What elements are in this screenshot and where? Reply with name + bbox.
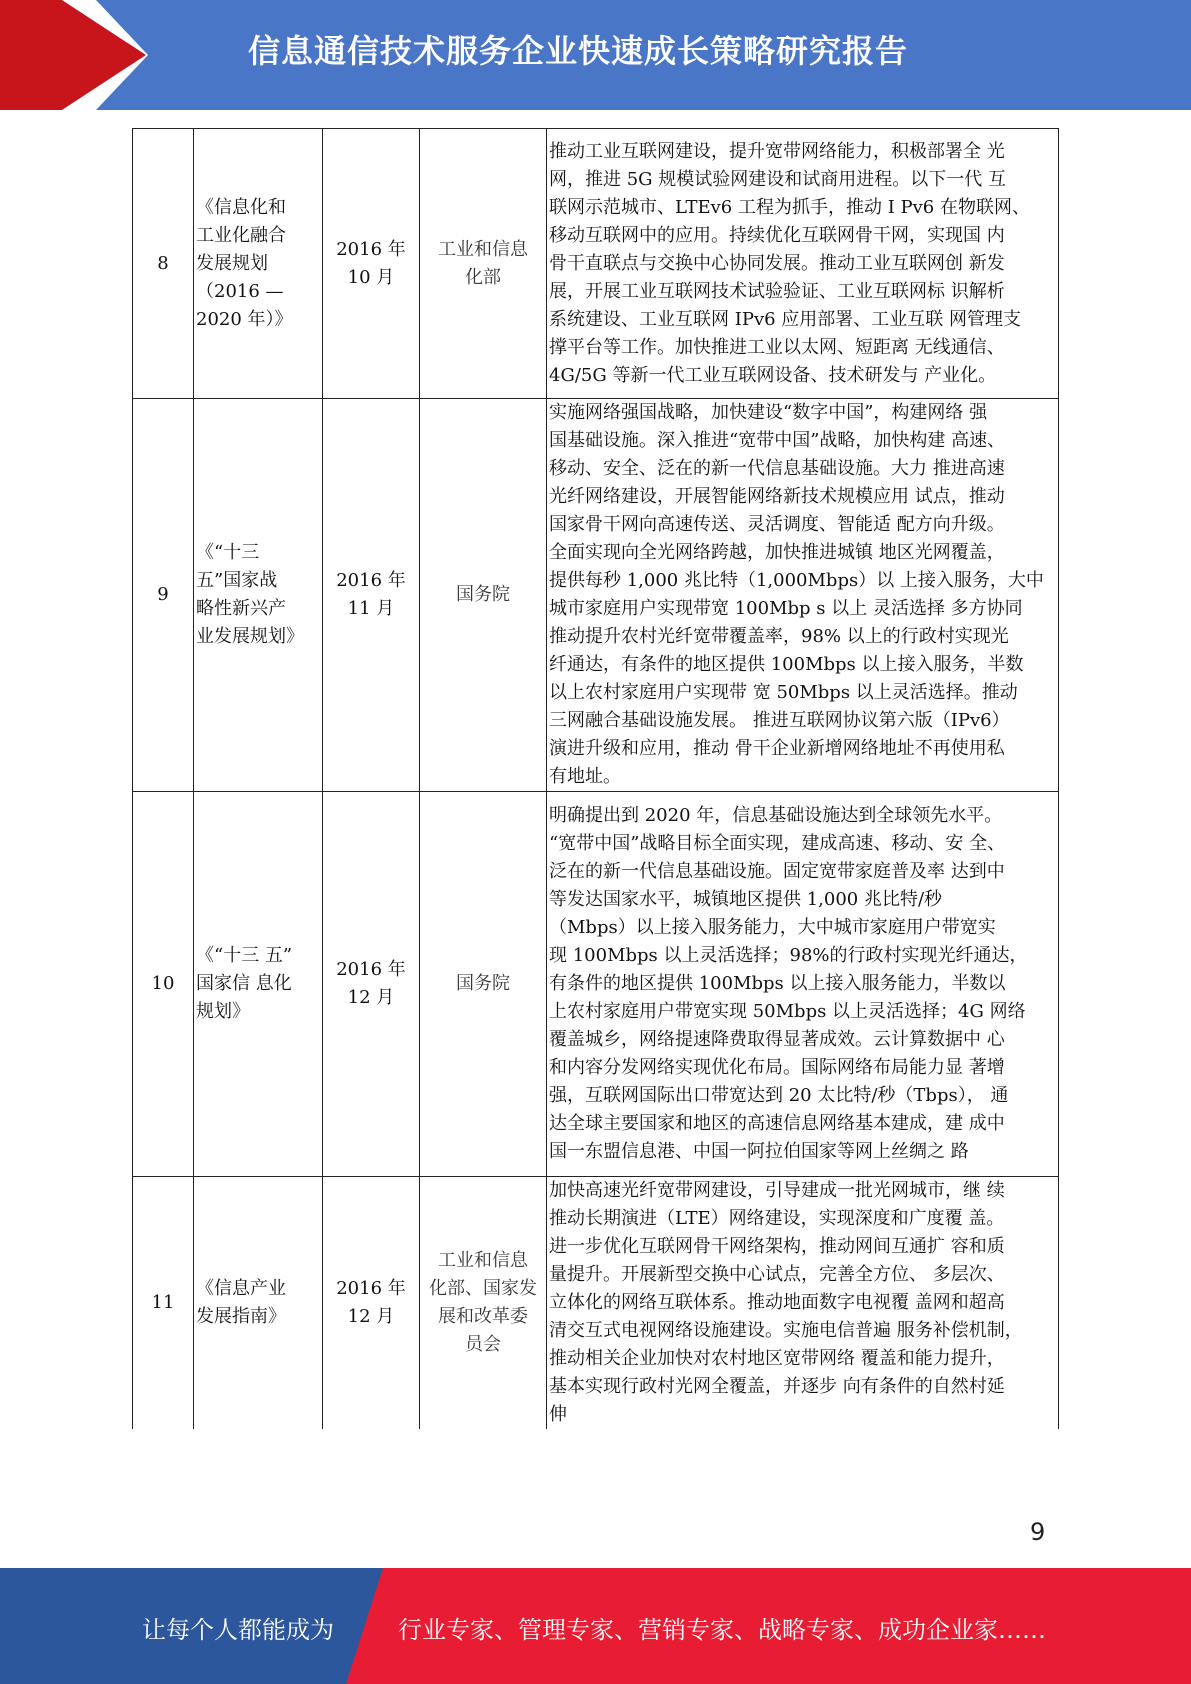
- row-number-cell: 9: [133, 399, 194, 792]
- policy-content-cell-line: 纤通达，有条件的地区提供 100Mbps 以上接入服务，半数: [549, 654, 1024, 675]
- policy-name-cell-line: 发展指南》: [196, 1306, 286, 1327]
- policy-table: [132, 128, 1059, 1429]
- policy-content-cell-line: 覆盖城乡，网络提速降费取得显著成效。云计算数据中 心: [549, 1029, 1005, 1050]
- policy-content-cell: [547, 129, 1059, 399]
- policy-content-cell-line: 基本实现行政村光网全覆盖，并逐步 向有条件的自然村延: [549, 1376, 1005, 1397]
- department-cell-line: 展和改革委: [438, 1306, 528, 1327]
- policy-content-cell-line: 展，开展工业互联网技术试验验证、工业互联网标 识解析: [549, 280, 1005, 302]
- policy-name-cell-line: 《信息产业: [196, 1278, 286, 1299]
- policy-content-cell-line: 国基础设施。深入推进“宽带中国”战略，加快构建 高速、: [549, 430, 1006, 451]
- policy-content-cell-line: 达全球主要国家和地区的高速信息网络基本建成，建 成中: [549, 1113, 1005, 1134]
- policy-content-cell-line: 立体化的网络互联体系。推动地面数字电视覆 盖网和超高: [549, 1292, 1005, 1313]
- issue-date-cell-line: 2016 年: [336, 1278, 406, 1299]
- table-row: [133, 129, 1059, 399]
- department-cell-line: 化部: [465, 266, 501, 288]
- policy-content-cell-line: 推动长期演进（LTE）网络建设，实现深度和广度覆 盖。: [549, 1208, 1005, 1229]
- issue-date-cell: [323, 1177, 420, 1430]
- policy-content-cell-line: 推动工业互联网建设，提升宽带网络能力，积极部署全 光: [549, 140, 1005, 162]
- policy-content-cell-line: 系统建设、工业互联网 IPv6 应用部署、工业互联 网管理支: [549, 308, 1022, 330]
- policy-content-cell-line: 现 100Mbps 以上灵活选择；98%的行政村实现光纤通达，: [549, 945, 1028, 966]
- policy-name-cell-line: 五”国家战: [196, 570, 278, 591]
- table-row: [133, 792, 1059, 1177]
- department-cell-line: 工业和信息: [438, 1250, 528, 1271]
- policy-content-cell-line: 推动提升农村光纤宽带覆盖率，98% 以上的行政村实现光: [549, 626, 1009, 647]
- policy-content-cell: [547, 792, 1059, 1177]
- table-row: [133, 399, 1059, 792]
- issue-date-cell-line: 12 月: [347, 987, 395, 1008]
- issue-date-cell-line: 12 月: [347, 1306, 395, 1327]
- issue-date-cell-line: 11 月: [347, 598, 395, 619]
- policy-content-cell-line: “宽带中国”战略目标全面实现，建成高速、移动、安 全、: [549, 833, 1006, 854]
- policy-name-cell-line: 《“十三 五”: [196, 945, 293, 966]
- department-cell-line: 国务院: [456, 584, 510, 605]
- policy-name-cell-line: 国家信 息化: [196, 973, 292, 994]
- policy-content-cell-line: 国家骨干网向高速传送、灵活调度、智能适 配方向升级。: [549, 514, 1005, 535]
- policy-content-cell-line: 移动互联网中的应用。持续优化互联网骨干网，实现国 内: [549, 224, 1005, 246]
- row-number-cell: 8: [133, 129, 194, 399]
- row-number-cell: 10: [133, 792, 194, 1177]
- policy-name-cell: [194, 1177, 323, 1430]
- issue-date-cell-line: 2016 年: [336, 238, 406, 260]
- policy-name-cell: [194, 792, 323, 1177]
- policy-content-cell-line: 和内容分发网络实现优化布局。国际网络布局能力显 著增: [549, 1057, 1005, 1078]
- department-cell-line: 化部、国家发: [429, 1278, 537, 1299]
- policy-name-cell-line: 《“十三: [196, 542, 260, 563]
- policy-content-cell-line: 量提升。开展新型交换中心试点，完善全方位、 多层次、: [549, 1264, 1005, 1285]
- policy-name-cell-line: 略性新兴产: [196, 598, 286, 619]
- policy-name-cell-line: 发展规划: [196, 252, 268, 274]
- page-header: [0, 0, 1191, 110]
- policy-name-cell-line: 业发展规划》: [196, 626, 304, 647]
- row-number-cell: 11: [133, 1177, 194, 1430]
- policy-content-cell-line: 进一步优化互联网骨干网络架构，推动网间互通扩 容和质: [549, 1236, 1005, 1257]
- policy-content-cell: [547, 399, 1059, 792]
- issue-date-cell-line: 10 月: [347, 266, 395, 288]
- policy-content-cell-line: 以上农村家庭用户实现带 宽 50Mbps 以上灵活选择。推动: [549, 682, 1018, 703]
- table-row: [133, 1177, 1059, 1430]
- policy-content-cell-line: 加快高速光纤宽带网建设，引导建成一批光网城市，继 续: [549, 1180, 1005, 1201]
- policy-content-cell-line: 撑平台等工作。加快推进工业以太网、短距离 无线通信、: [549, 336, 1005, 358]
- policy-content-cell-line: 国一东盟信息港、中国一阿拉伯国家等网上丝绸之 路: [549, 1141, 969, 1162]
- issue-date-cell: [323, 792, 420, 1177]
- issue-date-cell: [323, 129, 420, 399]
- policy-content-cell-line: 清交互式电视网络设施建设。实施电信普遍 服务补偿机制，: [549, 1320, 1023, 1341]
- issue-date-cell: [323, 399, 420, 792]
- department-cell-line: 员会: [465, 1334, 501, 1355]
- policy-name-cell-line: 《信息化和: [196, 196, 286, 218]
- policy-content-cell-line: 伸: [549, 1404, 567, 1425]
- issue-date-cell-line: 2016 年: [336, 959, 406, 980]
- policy-content-cell-line: 推动相关企业加快对农村地区宽带网络 覆盖和能力提升，: [549, 1348, 1005, 1369]
- policy-content-cell-line: 城市家庭用户实现带宽 100Mbp s 以上 灵活选择 多方协同: [549, 598, 1023, 619]
- policy-content-cell-line: 实施网络强国战略，加快建设“数字中国”，构建网络 强: [549, 402, 988, 423]
- department-cell: [420, 129, 547, 399]
- page-footer: [0, 1568, 1191, 1684]
- policy-name-cell-line: 2020 年）》: [196, 308, 293, 330]
- header-title: 信息通信技术服务企业快速成长策略研究报告: [248, 32, 909, 70]
- department-cell-line: 工业和信息: [438, 238, 528, 260]
- policy-content-cell-line: 演进升级和应用，推动 骨干企业新增网络地址不再使用私: [549, 738, 1005, 759]
- policy-content-cell-line: 有条件的地区提供 100Mbps 以上接入服务能力，半数以: [549, 973, 1006, 994]
- footer-slogan-left: 让每个人都能成为: [142, 1616, 334, 1644]
- policy-name-cell-line: （2016 —: [196, 280, 284, 302]
- page-number: 9: [1030, 1518, 1046, 1546]
- policy-name-cell: [194, 129, 323, 399]
- policy-name-cell: [194, 399, 323, 792]
- policy-content-cell-line: 网，推进 5G 规模试验网建设和试商用进程。以下一代 互: [549, 168, 1006, 190]
- policy-content-cell-line: 光纤网络建设，开展智能网络新技术规模应用 试点，推动: [549, 486, 1005, 507]
- policy-content-cell: [547, 1177, 1059, 1430]
- policy-name-cell-line: 工业化融合: [196, 224, 286, 246]
- policy-content-cell-line: 移动、安全、泛在的新一代信息基础设施。大力 推进高速: [549, 458, 1005, 479]
- footer-slogan-right: 行业专家、管理专家、营销专家、战略专家、成功企业家……: [398, 1616, 1046, 1644]
- policy-content-cell-line: （Mbps）以上接入服务能力，大中城市家庭用户带宽实: [549, 917, 996, 938]
- policy-content-cell-line: 提供每秒 1,000 兆比特（1,000Mbps）以 上接入服务，大中: [549, 570, 1044, 591]
- policy-content-cell-line: 全面实现向全光网络跨越，加快推进城镇 地区光网覆盖，: [549, 542, 1005, 563]
- issue-date-cell-line: 2016 年: [336, 570, 406, 591]
- department-cell: [420, 1177, 547, 1430]
- department-cell-line: 国务院: [456, 973, 510, 994]
- policy-content-cell-line: 等发达国家水平，城镇地区提供 1,000 兆比特/秒: [549, 889, 943, 910]
- policy-content-cell-line: 有地址。: [549, 766, 621, 787]
- policy-content-cell-line: 上农村家庭用户带宽实现 50Mbps 以上灵活选择；4G 网络: [549, 1001, 1026, 1022]
- policy-content-cell-line: 明确提出到 2020 年，信息基础设施达到全球领先水平。: [549, 805, 1003, 826]
- policy-content-cell-line: 4G/5G 等新一代工业互联网设备、技术研发与 产业化。: [549, 364, 997, 386]
- department-cell: [420, 792, 547, 1177]
- policy-content-cell-line: 骨干直联点与交换中心协同发展。推动工业互联网创 新发: [549, 252, 1005, 274]
- policy-name-cell-line: 规划》: [196, 1001, 250, 1022]
- policy-content-cell-line: 联网示范城市、LTEv6 工程为抓手，推动 I Pv6 在物联网、: [549, 196, 1030, 218]
- department-cell: [420, 399, 547, 792]
- policy-content-cell-line: 三网融合基础设施发展。 推进互联网协议第六版（IPv6）: [549, 710, 1010, 731]
- policy-content-cell-line: 泛在的新一代信息基础设施。固定宽带家庭普及率 达到中: [549, 861, 1005, 882]
- policy-content-cell-line: 强，互联网国际出口带宽达到 20 太比特/秒（Tbps）， 通: [549, 1085, 1009, 1106]
